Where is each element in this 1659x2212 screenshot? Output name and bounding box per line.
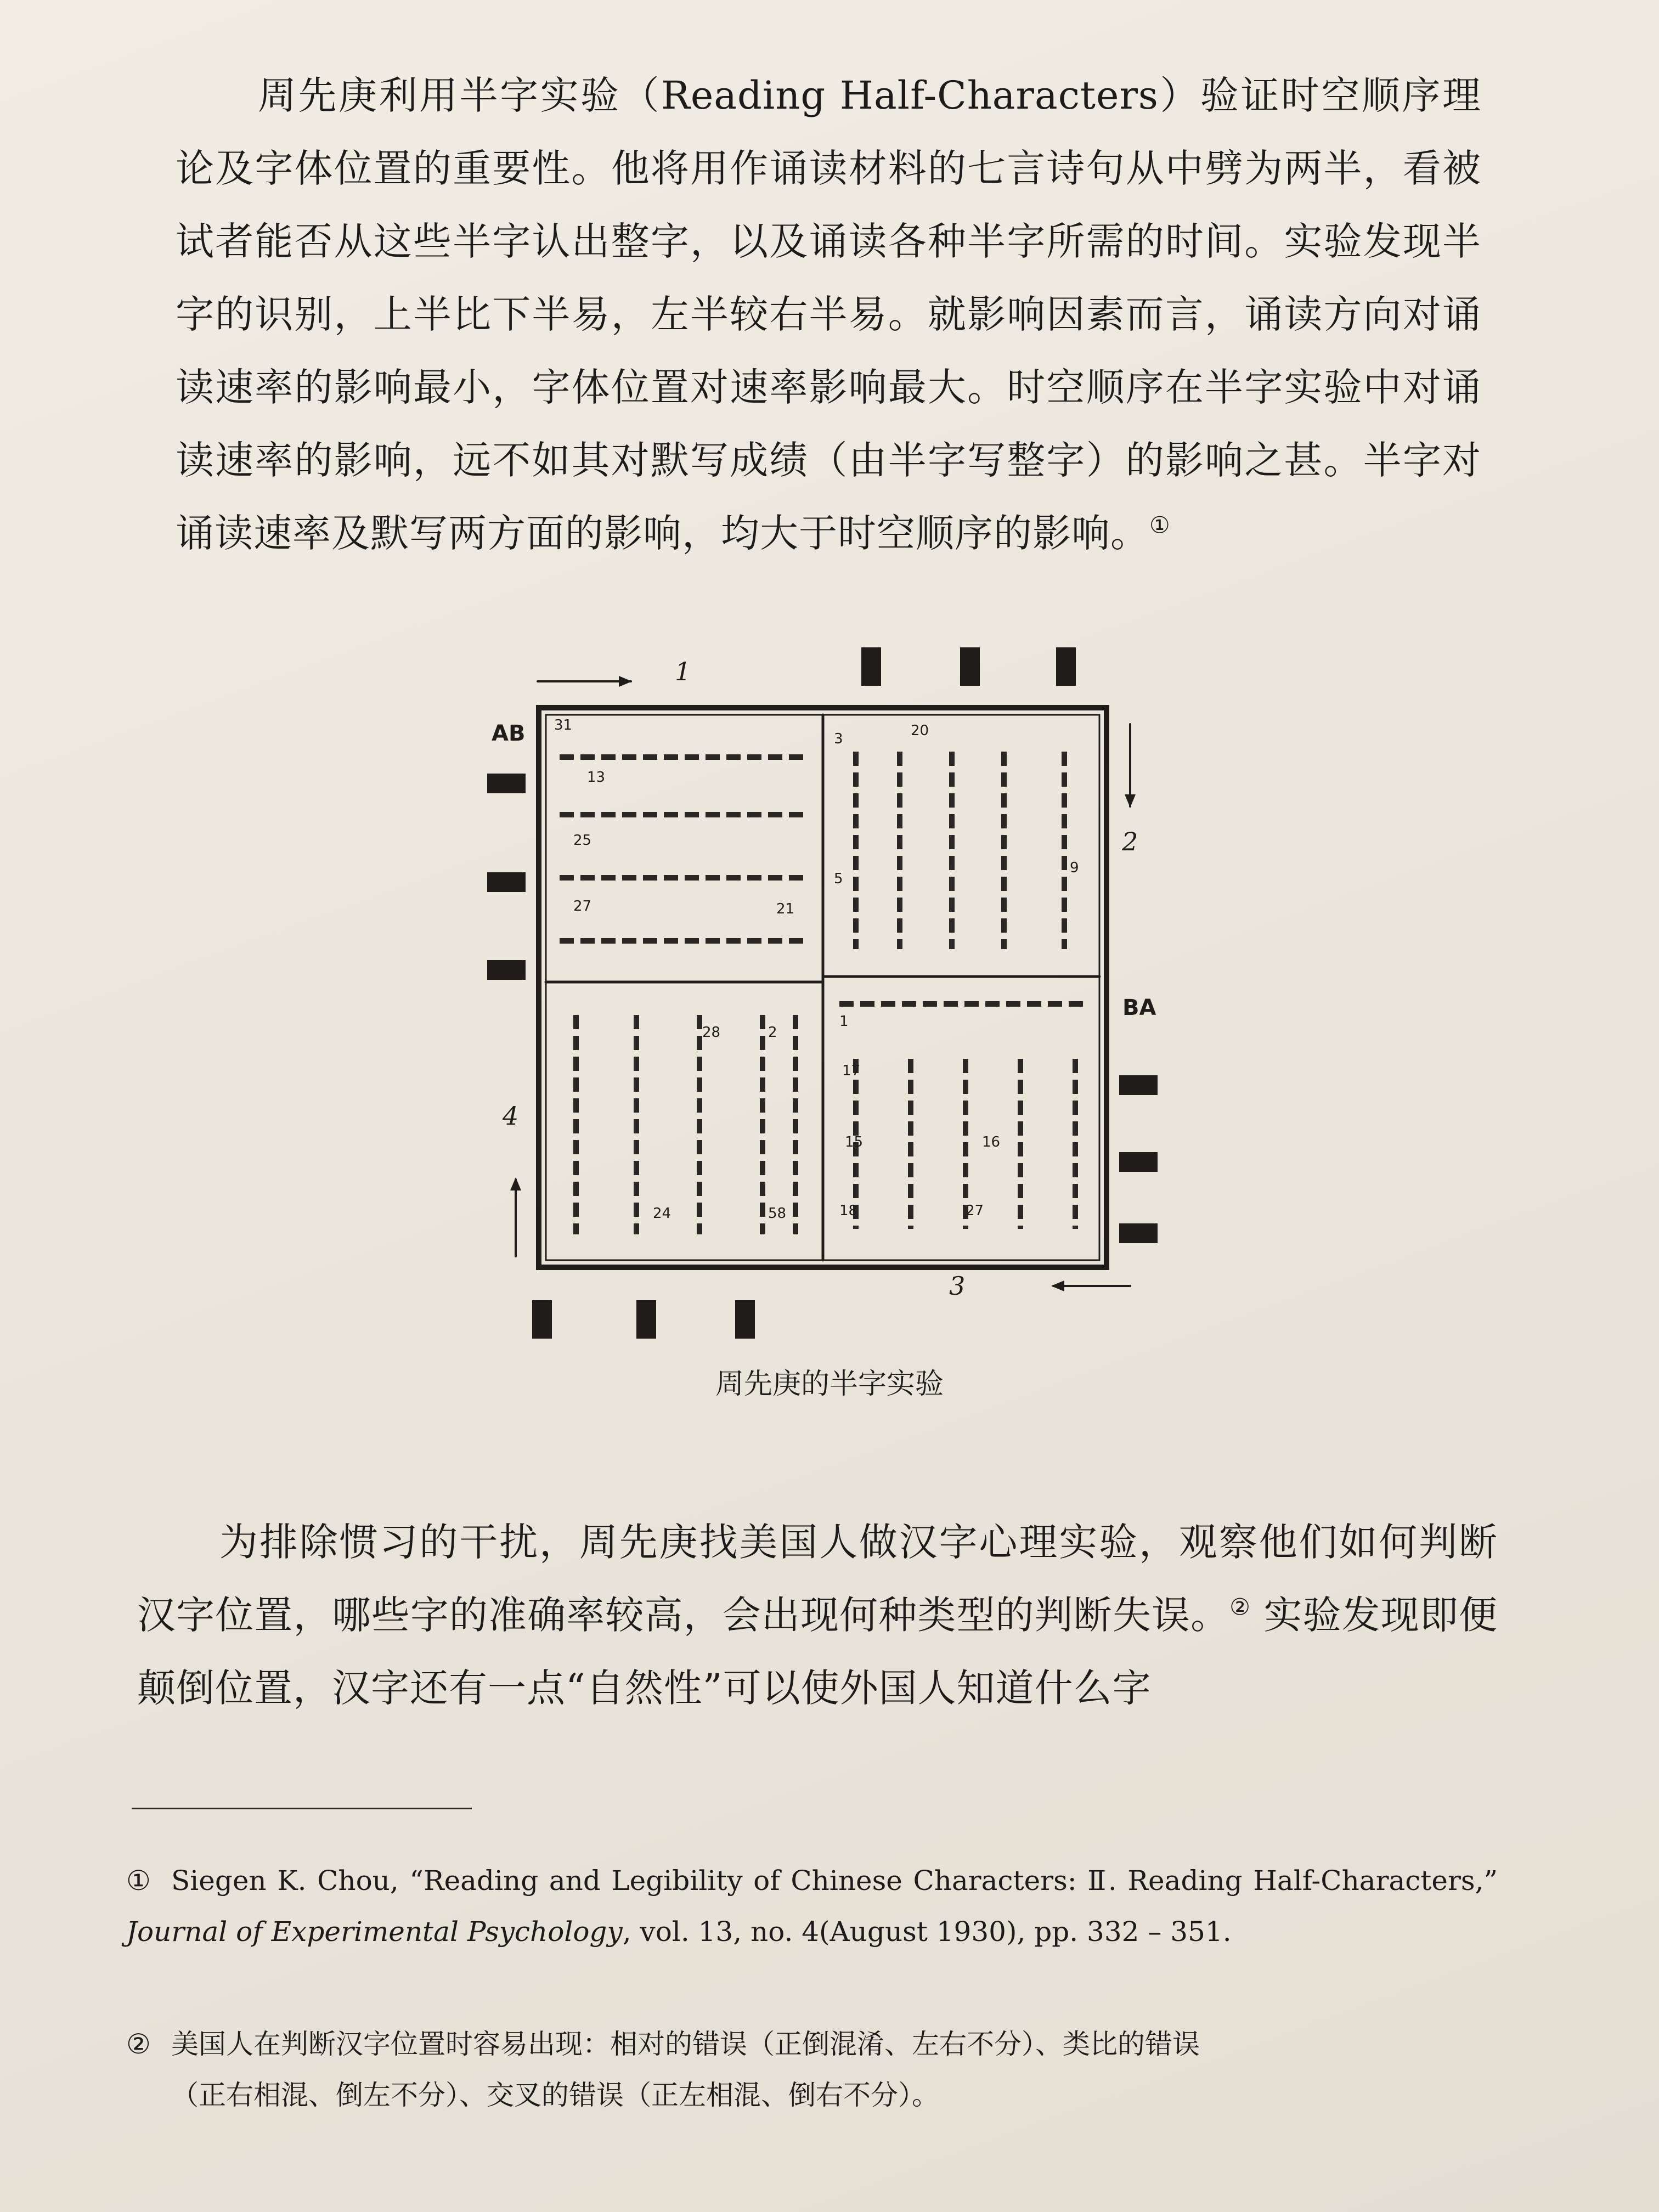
quadrant-number-3: 3 bbox=[949, 1271, 966, 1301]
cell-number: 3 bbox=[834, 731, 843, 747]
cell-number: 1 bbox=[839, 1013, 849, 1030]
footnote-2-line-2: （正右相混、倒左不分）、交叉的错误（正左相混、倒右不分）。 bbox=[171, 2079, 939, 2111]
footnote-mark-2: ② bbox=[126, 2028, 151, 2060]
cell-number: 28 bbox=[702, 1024, 721, 1041]
side-label-ab-left: AB bbox=[492, 721, 526, 746]
cell-number: 20 bbox=[911, 723, 929, 739]
footnote-mark-1: ① bbox=[126, 1865, 151, 1897]
paragraph-text: 为排除惯习的干扰，周先庚找美国人做汉字心理实验，观察他们如何判断汉字位置，哪些字的准确率较高，会出现何种类型的判断失误。 bbox=[137, 1520, 1498, 1638]
cell-number: 25 bbox=[573, 832, 592, 849]
cell-number: 21 bbox=[776, 901, 795, 917]
footnote-1 bbox=[126, 1855, 1498, 1957]
cell-number: 15 bbox=[845, 1134, 864, 1150]
cell-number: 5 bbox=[834, 871, 843, 887]
figure-caption: 周先庚的半字实验 bbox=[715, 1368, 944, 1401]
cell-number: 18 bbox=[839, 1203, 858, 1219]
footnote-1-text-end: , vol. 13, no. 4(August 1930), pp. 332 – 351. bbox=[622, 1916, 1232, 1948]
cell-number: 31 bbox=[554, 717, 573, 733]
footnote-1-journal: Journal of Experimental Psychology bbox=[126, 1916, 623, 1948]
experiment-diagram bbox=[483, 642, 1185, 1350]
cell-number: 17 bbox=[842, 1063, 861, 1079]
footnote-1-text: Siegen K. Chou, “Reading and Legibility of Chinese Characters: Ⅱ. Reading Half-Characters,” bbox=[171, 1865, 1498, 1897]
cell-number: 13 bbox=[587, 769, 606, 786]
half-character-experiment-figure bbox=[483, 642, 1185, 1350]
paragraph-half-character-experiment bbox=[176, 59, 1481, 570]
cell-number: 9 bbox=[1070, 860, 1079, 876]
footnote-2-line-1: 美国人在判断汉字位置时容易出现：相对的错误（正倒混淆、左右不分）、类比的错误 bbox=[171, 2028, 1200, 2060]
side-label-ba-right: BA bbox=[1122, 995, 1156, 1020]
cell-number: 2 bbox=[768, 1024, 777, 1041]
cell-number: 27 bbox=[573, 898, 592, 915]
paragraph-us-experiment bbox=[137, 1506, 1498, 1725]
paragraph-text: 周先庚利用半字实验（Reading Half-Characters）验证时空顺序理论及字体位置的重要性。他将用作诵读材料的七言诗句从中劈为两半，看被试者能否从这些半字认出整字，以及诵读各种半字所需的时间。实验发现半字的识别，上半比下半易，左半较右半易。就影响因素而言，诵读方向对诵读速率的影响最小，字体位置对速率影响最大。时空顺序在半字实验中对诵读速率的影响，远不如其对默写成绩（由半字写整字）的影响之甚。半字对诵读速率及默写两方面的影响，均大于时空顺序的影响。 bbox=[176, 73, 1481, 556]
quadrant-number-1: 1 bbox=[675, 657, 691, 686]
footnote-ref-2[interactable]: ② bbox=[1229, 1593, 1251, 1621]
footnote-ref-1[interactable]: ① bbox=[1149, 511, 1171, 539]
cell-number: 16 bbox=[982, 1134, 1001, 1150]
cell-number: 58 bbox=[768, 1205, 787, 1222]
cell-number: 24 bbox=[653, 1205, 672, 1222]
footnote-divider bbox=[132, 1808, 472, 1809]
quadrant-number-2: 2 bbox=[1122, 827, 1138, 856]
paragraph-text-continued: 实验发现即便颠倒位置，汉字还有一点“自然性”可以使外国人知道什么字 bbox=[137, 1593, 1498, 1711]
cell-number: 27 bbox=[966, 1203, 984, 1219]
footnote-2 bbox=[126, 2019, 1498, 2121]
quadrant-number-4: 4 bbox=[503, 1101, 519, 1131]
